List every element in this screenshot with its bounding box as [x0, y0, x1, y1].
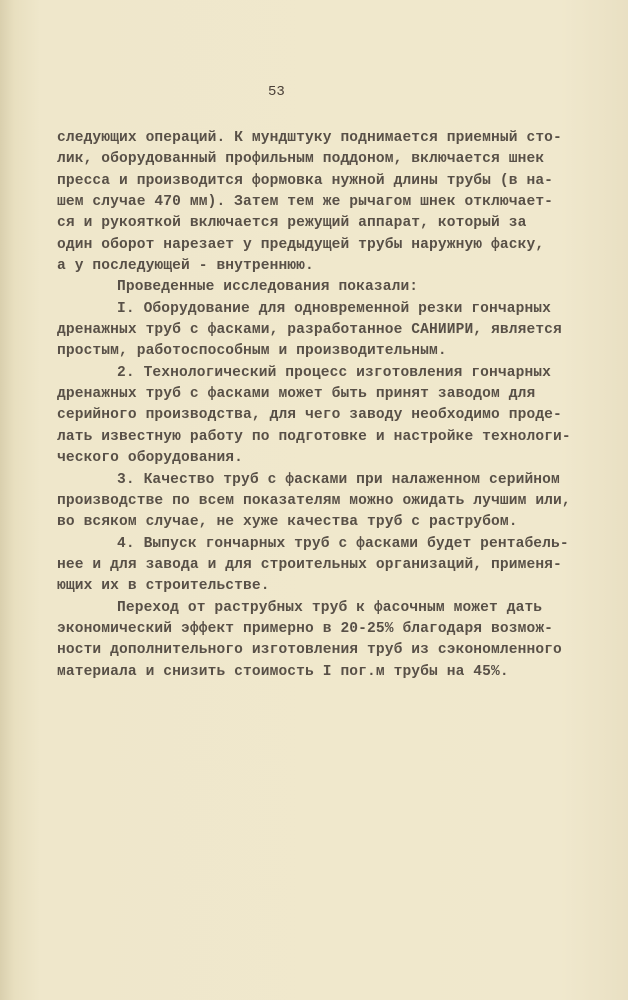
text-line: ности дополнительного изготовления труб из сэкономленного [57, 642, 562, 659]
document-body [57, 128, 571, 683]
text-line: Проведенные исследования показали: [117, 279, 419, 296]
text-line: Переход от раструбных труб к фасочным может дать [117, 599, 543, 616]
text-line: а у последующей - внутреннюю. [57, 258, 314, 275]
text-line: 4. Выпуск гончарных труб с фасками будет рентабель- [117, 535, 569, 552]
text-line: производстве по всем показателям можно ожидать лучшим или, [57, 492, 571, 509]
text-line: дренажных труб с фасками, разработанное САНИИРИ, является [57, 322, 562, 339]
text-line: ческого оборудования. [57, 450, 244, 467]
text-line: 2. Технологический процесс изготовления гончарных [117, 364, 552, 381]
text-line: 3. Качество труб с фасками при налаженном серийном [117, 471, 560, 488]
text-line: дренажных труб с фасками может быть принят заводом для [57, 386, 536, 403]
text-line: ся и рукояткой включается режущий аппарат, который за [57, 215, 527, 232]
text-line: шем случае 470 мм). Затем тем же рычагом шнек отключает- [57, 194, 554, 211]
text-line: ющих их в строительстве. [57, 578, 270, 595]
text-line: серийного производства, для чего заводу необходимо проде- [57, 407, 562, 424]
text-line: пресса и производится формовка нужной длины трубы (в на- [57, 172, 554, 189]
text-line: следующих операций. К мундштуку поднимается приемный сто- [57, 130, 562, 146]
text-line: I. Оборудование для одновременной резки гончарных [117, 300, 552, 317]
text-line: лать известную работу по подготовке и настройке технологи- [57, 428, 571, 445]
page-number: 53 [268, 84, 285, 100]
text-line: нее и для завода и для строительных организаций, применя- [57, 556, 562, 573]
text-line: во всяком случае, не хуже качества труб с раструбом. [57, 514, 518, 531]
text-line: простым, работоспособным и производительным. [57, 343, 447, 360]
text-line: лик, оборудованный профильным поддоном, включается шнек [57, 151, 545, 168]
text-line: материала и снизить стоимость I пог.м трубы на 45%. [57, 663, 509, 680]
text-line: один оборот нарезает у предыдущей трубы наружную фаску, [57, 236, 545, 253]
text-line: экономический эффект примерно в 20-25% благодаря возмож- [57, 620, 554, 637]
